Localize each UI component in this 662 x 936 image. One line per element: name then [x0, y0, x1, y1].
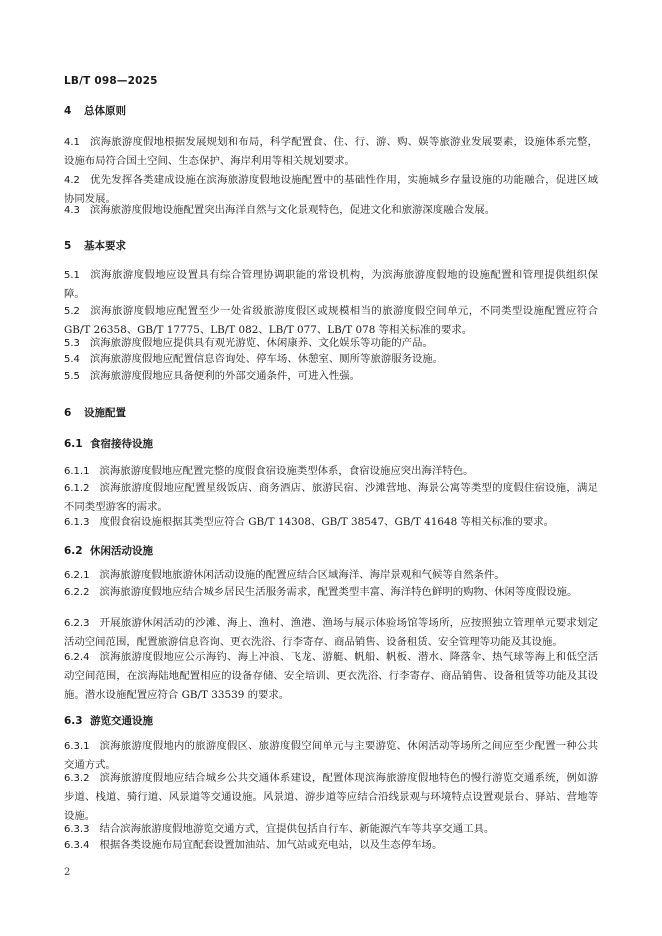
section-heading-4: 4 总体原则	[64, 105, 126, 117]
subsection-title: 食宿接待设施	[90, 438, 153, 450]
clause-6-2-1: 6.2.1 滨海旅游度假地旅游休闲活动设施的配置应结合区域海洋、海岸景观和气候等自然条件。	[64, 569, 505, 581]
subsection-title: 游览交通设施	[90, 715, 153, 727]
section-heading-6: 6 设施配置	[64, 407, 126, 419]
clause-5-1: 5.1 滨海旅游度假地应设置具有综合管理协调职能的常设机构，为滨海旅游度假地的设施配置和管理提供组织保障。	[64, 269, 598, 300]
standard-code: LB/T 098—2025	[64, 75, 158, 87]
clause-5-5: 5.5 滨海旅游度假地应具备便利的外部交通条件，可进入性强。	[64, 370, 361, 382]
clause-6-3-2: 6.3.2 滨海旅游度假地应结合城乡公共交通体系建设，配置体现滨海旅游度假地特色的慢行游览交通系统，例如游步道、栈道、骑行道、风景道等交通设施。风景道、游步道等应结合沿线景观与环境特点设置观景台、驿站、营地等设施。	[64, 772, 598, 822]
section-title: 设施配置	[84, 407, 126, 419]
clause-5-3: 5.3 滨海旅游度假地应提供具有观光游览、休闲康养、文化娱乐等功能的产品。	[64, 337, 433, 349]
clause-6-2-4: 6.2.4 滨海旅游度假地应公示海钓、海上冲浪、飞龙、游艇、帆船、帆板、潜水、降落伞、热气球等海上和低空活动空间范围，在滨海陆地配置相应的设备存储、安全培训、更衣洗浴、行李寄存、商品销售、设备租赁等功能及其设施。潜水设施配置应符合 GB/T 33539 的要求。	[64, 651, 598, 701]
subsection-heading-6-3: 6.3 游览交通设施	[64, 715, 153, 727]
clause-6-3-3: 6.3.3 结合滨海旅游度假地游览交通方式，宜提供包括自行车、新能源汽车等共享交通工具。	[64, 823, 495, 835]
clause-6-2-2: 6.2.2 滨海旅游度假地应结合城乡居民生活服务需求，配置类型丰富、海洋特色鲜明的购物、休闲等度假设施。	[64, 586, 578, 598]
section-title: 基本要求	[84, 240, 126, 252]
clause-6-3-4: 6.3.4 根据各类设施布局宜配套设置加油站、加气站或充电站，以及生态停车场。	[64, 839, 443, 851]
clause-4-1: 4.1 滨海旅游度假地根据发展规划和布局，科学配置食、住、行、游、购、娱等旅游业发展要素，设施体系完整，设施布局符合国土空间、生态保护、海岸利用等相关规划要求。	[64, 136, 598, 167]
clause-4-2: 4.2 优先发挥各类建成设施在滨海旅游度假地设施配置中的基础性作用，实施城乡存量设施的功能融合，促进区域协同发展。	[64, 174, 598, 205]
page-number: 2	[64, 867, 71, 878]
clause-4-3: 4.3 滨海旅游度假地设施配置突出海洋自然与文化景观特色，促进文化和旅游深度融合发展。	[64, 204, 496, 216]
subsection-heading-6-1: 6.1 食宿接待设施	[64, 438, 153, 450]
clause-6-1-1: 6.1.1 滨海旅游度假地应配置完整的度假食宿设施类型体系，食宿设施应突出海洋特色。	[64, 465, 474, 477]
clause-5-2: 5.2 滨海旅游度假地应配置至少一处省级旅游度假区或规模相当的旅游度假空间单元，不同类型设施配置应符合 GB/T 26358、GB/T 17775、LB/T 082、LB/T 077、LB/T 078 等相关标准的要求。	[64, 305, 598, 336]
section-heading-5: 5 基本要求	[64, 240, 126, 252]
subsection-title: 休闲活动设施	[90, 545, 153, 557]
section-title: 总体原则	[84, 105, 126, 117]
clause-5-4: 5.4 滨海旅游度假地应配置信息咨询处、停车场、休憩室、厕所等旅游服务设施。	[64, 353, 444, 365]
subsection-heading-6-2: 6.2 休闲活动设施	[64, 545, 153, 557]
clause-6-1-3: 6.1.3 度假食宿设施根据其类型应符合 GB/T 14308、GB/T 38547、GB/T 41648 等相关标准的要求。	[64, 516, 554, 528]
clause-6-3-1: 6.3.1 滨海旅游度假地内的旅游度假区、旅游度假空间单元与主要游览、休闲活动等场所之间应至少配置一种公共交通方式。	[64, 740, 598, 771]
clause-6-1-2: 6.1.2 滨海旅游度假地应配置星级饭店、商务酒店、旅游民宿、沙滩营地、海景公寓等类型的度假住宿设施，满足不同类型游客的需求。	[64, 482, 598, 513]
clause-6-2-3: 6.2.3 开展旅游休闲活动的沙滩、海上、渔村、渔港、渔场与展示体验场馆等场所，应按照独立管理单元要求划定活动空间范围，配置旅游信息咨询、更衣洗浴、行李寄存、商品销售、设备租赁、安全管理等功能及其设施。	[64, 617, 598, 648]
